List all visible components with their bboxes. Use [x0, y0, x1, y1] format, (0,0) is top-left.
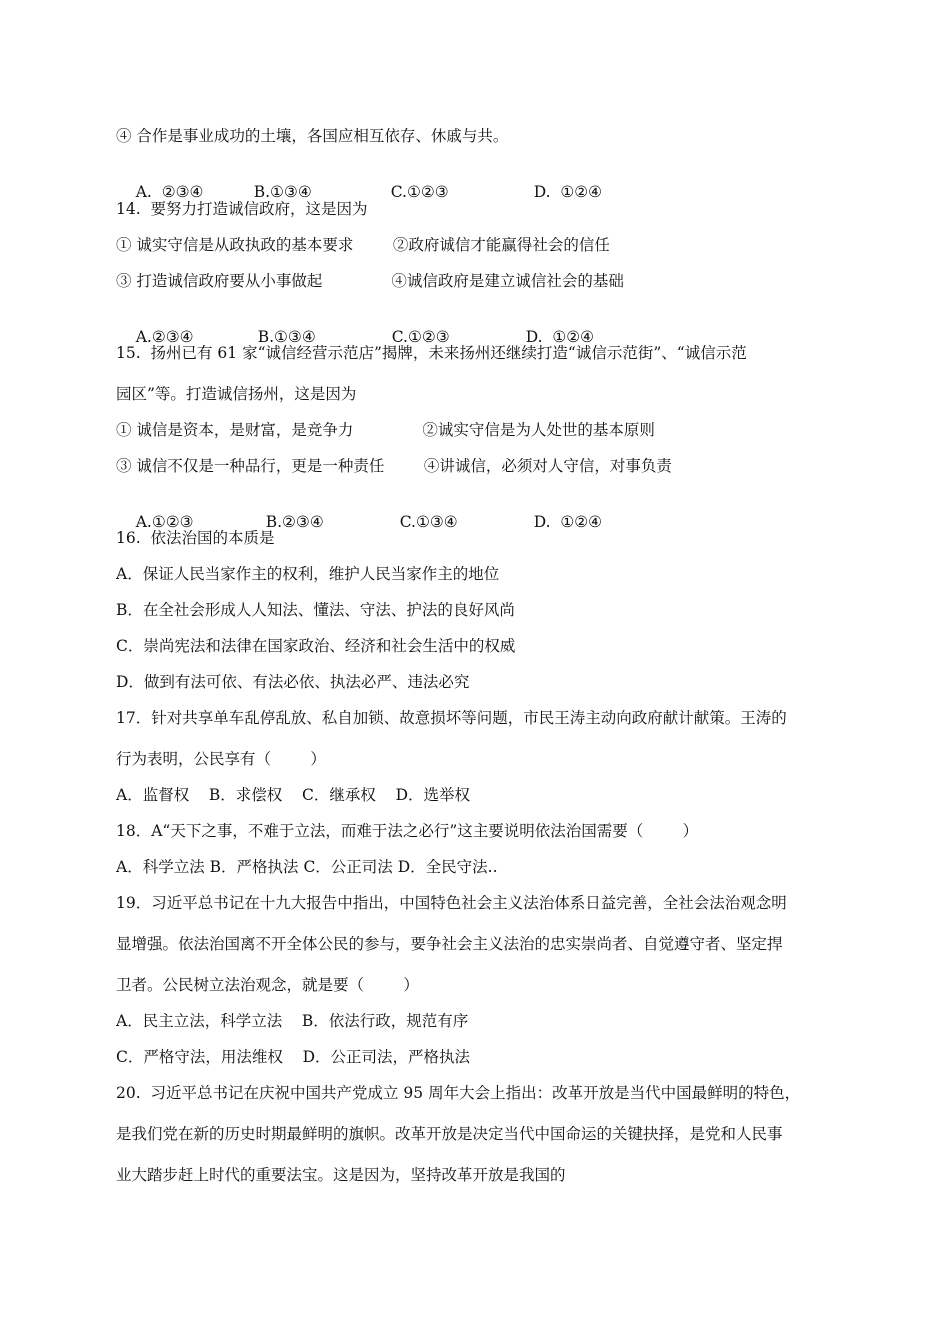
q13-option-a: A. ②③④ — [135, 183, 204, 201]
q14-option-d: D. ①②④ — [525, 328, 595, 346]
q14-stem: 14. 要努力打造诚信政府，这是因为 — [116, 200, 368, 218]
q15-stem-line-2: 园区”等。打造诚信扬州，这是因为 — [116, 385, 357, 403]
q19-options-a-b: A．民主立法，科学立法 B．依法行政，规范有序 — [116, 1012, 469, 1030]
q19-stem-line-3: 卫者。公民树立法治观念，就是要（ ） — [116, 976, 419, 994]
q16-option-c: C．崇尚宪法和法律在国家政治、经济和社会生活中的权威 — [116, 637, 516, 655]
q13-option-b: B.①③④ — [253, 183, 312, 201]
q13-option-c: C.①②③ — [390, 183, 449, 201]
q15-statements-1-2: ① 诚信是资本，是财富，是竞争力 ②诚实守信是为人处世的基本原则 — [116, 421, 655, 439]
q20-stem-line-2: 是我们党在新的历史时期最鲜明的旗帜。改革开放是决定当代中国命运的关键抉择，是党和人民事 — [116, 1125, 783, 1143]
q14-statements-3-4: ③ 打造诚信政府要从小事做起 ④诚信政府是建立诚信社会的基础 — [116, 272, 624, 290]
q16-option-a: A．保证人民当家作主的权利，维护人民当家作主的地位 — [116, 565, 500, 583]
q15-option-d: D. ①②④ — [533, 513, 603, 531]
q18-options: A．科学立法 B．严格执法 C．公正司法 D．全民守法.. — [116, 858, 498, 876]
q15-stem-line-1: 15. 扬州已有 61 家“诚信经营示范店”揭牌，未来扬州还继续打造“诚信示范街”、“诚信示范 — [116, 344, 747, 362]
q16-option-b: B．在全社会形成人人知法、懂法、守法、护法的良好风尚 — [116, 601, 515, 619]
q14-option-b: B.①③④ — [257, 328, 316, 346]
q16-option-d: D．做到有法可依、有法必依、执法必严、违法必究 — [116, 673, 470, 691]
q15-option-b: B.②③④ — [265, 513, 324, 531]
q19-options-c-d: C．严格守法，用法维权 D．公正司法，严格执法 — [116, 1048, 470, 1066]
q14-statements-1-2: ① 诚实守信是从政执政的基本要求 ②政府诚信才能赢得社会的信任 — [116, 236, 610, 254]
q13-option-d: D. ①②④ — [533, 183, 603, 201]
q15-option-a: A.①②③ — [135, 513, 194, 531]
q15-option-c: C.①③④ — [399, 513, 458, 531]
q16-stem: 16. 依法治国的本质是 — [116, 529, 275, 547]
q13-statement-4: ④ 合作是事业成功的土壤，各国应相互依存、休戚与共。 — [116, 127, 509, 145]
q17-options: A．监督权 B．求偿权 C．继承权 D．选举权 — [116, 786, 470, 804]
q18-stem: 18．A“天下之事，不难于立法，而难于法之必行”这主要说明依法治国需要（ ） — [116, 822, 699, 840]
q14-option-c: C.①②③ — [391, 328, 450, 346]
q19-stem-line-2: 显增强。依法治国离不开全体公民的参与，要争社会主义法治的忠实崇尚者、自觉遵守者、坚定捍 — [116, 935, 783, 953]
q17-stem-line-1: 17．针对共享单车乱停乱放、私自加锁、故意损坏等问题，市民王涛主动向政府献计献策。王涛的 — [116, 709, 787, 727]
q20-stem-line-1: 20. 习近平总书记在庆祝中国共产党成立 95 周年大会上指出：改革开放是当代中国最鲜明的特色， — [116, 1084, 801, 1102]
q15-statements-3-4: ③ 诚信不仅是一种品行，更是一种责任 ④讲诚信，必须对人守信，对事负责 — [116, 457, 672, 475]
q14-option-a: A.②③④ — [135, 328, 194, 346]
q20-stem-line-3: 业大踏步赶上时代的重要法宝。这是因为，坚持改革开放是我国的 — [116, 1166, 566, 1184]
q19-stem-line-1: 19．习近平总书记在十九大报告中指出，中国特色社会主义法治体系日益完善，全社会法治观念明 — [116, 894, 787, 912]
q17-stem-line-2: 行为表明，公民享有（ ） — [116, 750, 326, 768]
